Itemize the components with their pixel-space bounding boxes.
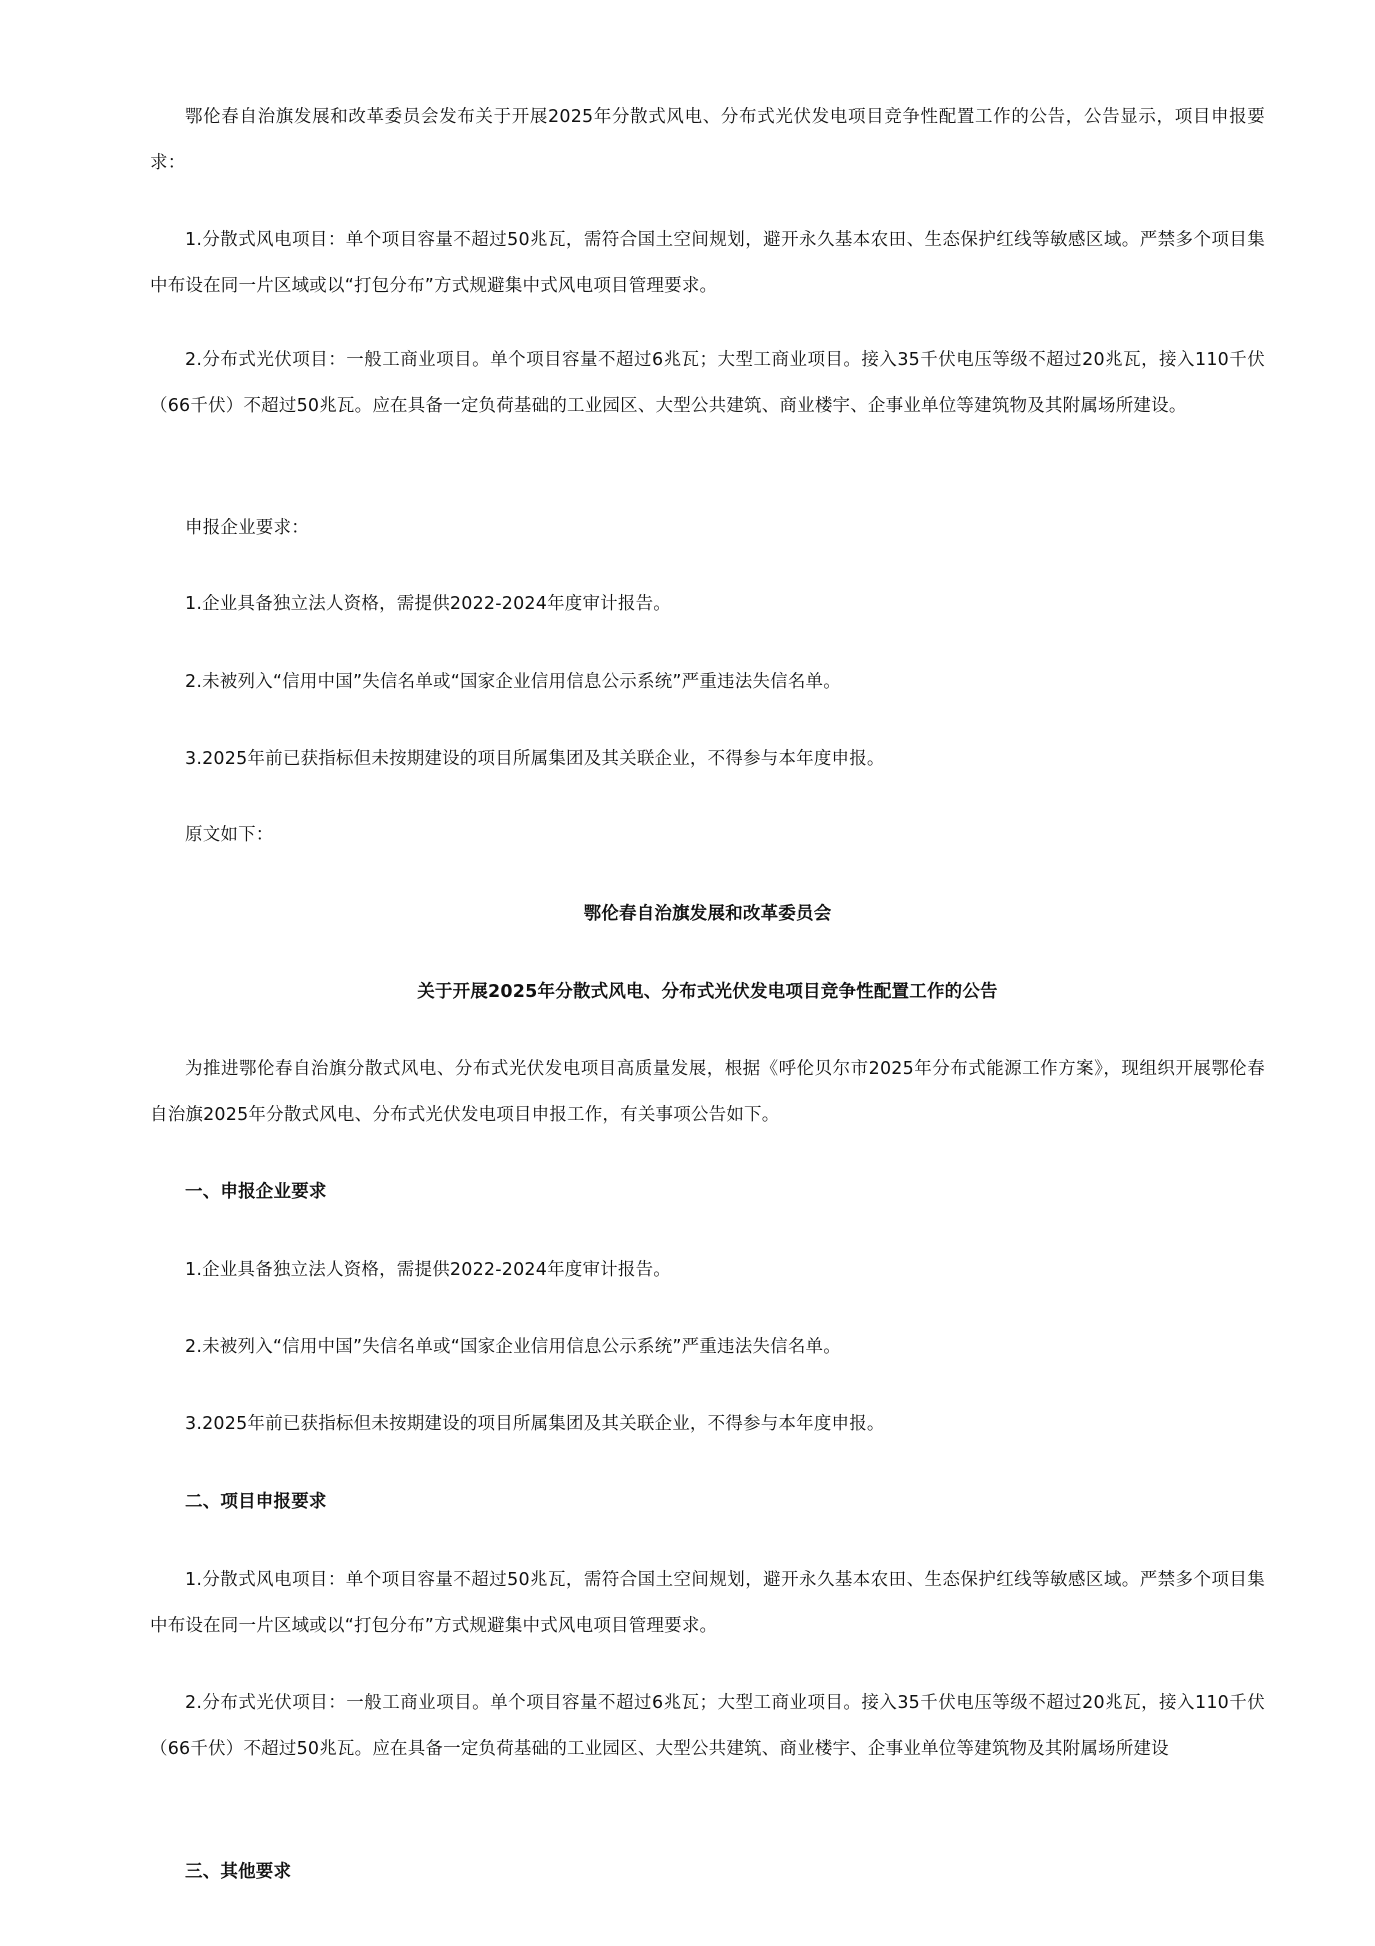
section-2-item-1: 1.分散式风电项目：单个项目容量不超过50兆瓦，需符合国土空间规划，避开永久基本农田、生态保护红线等敏感区域。严禁多个项目集中布设在同一片区域或以“打包分布”方式规避集中式风电项目管理要求。 xyxy=(150,1570,1265,1636)
summary-enterprise-item-1: 1.企业具备独立法人资格，需提供2022-2024年度审计报告。 xyxy=(185,594,671,614)
summary-enterprise-heading: 申报企业要求： xyxy=(185,518,309,538)
notice-intro-paragraph: 为推进鄂伦春自治旗分散式风电、分布式光伏发电项目高质量发展，根据《呼伦贝尔市2025年分布式能源工作方案》，现组织开展鄂伦春自治旗2025年分散式风电、分布式光伏发电项目申报工作，有关事项公告如下。 xyxy=(150,1059,1265,1125)
summary-enterprise-item-2: 2.未被列入“信用中国”失信名单或“国家企业信用信息公示系统”严重违法失信名单。 xyxy=(185,672,841,692)
summary-intro-paragraph: 鄂伦春自治旗发展和改革委员会发布关于开展2025年分散式风电、分布式光伏发电项目竞争性配置工作的公告，公告显示，项目申报要求： xyxy=(150,107,1265,173)
section-1-item-3: 3.2025年前已获指标但未按期建设的项目所属集团及其关联企业，不得参与本年度申报。 xyxy=(185,1414,885,1434)
org-title: 鄂伦春自治旗发展和改革委员会 xyxy=(583,904,832,924)
section-heading-project-requirements: 二、项目申报要求 xyxy=(185,1492,327,1512)
notice-title: 关于开展2025年分散式风电、分布式光伏发电项目竞争性配置工作的公告 xyxy=(417,982,998,1002)
section-1-item-2: 2.未被列入“信用中国”失信名单或“国家企业信用信息公示系统”严重违法失信名单。 xyxy=(185,1337,841,1357)
section-heading-other-requirements: 三、其他要求 xyxy=(185,1862,292,1882)
summary-project-item-2: 2.分布式光伏项目：一般工商业项目。单个项目容量不超过6兆瓦；大型工商业项目。接入35千伏电压等级不超过20兆瓦，接入110千伏（66千伏）不超过50兆瓦。应在具备一定负荷基础的工业园区、大型公共建筑、商业楼宇、企事业单位等建筑物及其附属场所建设。 xyxy=(150,350,1265,416)
summary-enterprise-item-3: 3.2025年前已获指标但未按期建设的项目所属集团及其关联企业，不得参与本年度申报。 xyxy=(185,749,885,769)
section-2-item-2: 2.分布式光伏项目：一般工商业项目。单个项目容量不超过6兆瓦；大型工商业项目。接入35千伏电压等级不超过20兆瓦，接入110千伏（66千伏）不超过50兆瓦。应在具备一定负荷基础的工业园区、大型公共建筑、商业楼宇、企事业单位等建筑物及其附属场所建设 xyxy=(150,1693,1265,1759)
summary-project-item-1: 1.分散式风电项目：单个项目容量不超过50兆瓦，需符合国土空间规划，避开永久基本农田、生态保护红线等敏感区域。严禁多个项目集中布设在同一片区域或以“打包分布”方式规避集中式风电项目管理要求。 xyxy=(150,230,1265,296)
section-heading-enterprise-requirements: 一、申报企业要求 xyxy=(185,1182,327,1202)
section-1-item-1: 1.企业具备独立法人资格，需提供2022-2024年度审计报告。 xyxy=(185,1260,671,1280)
original-text-label: 原文如下： xyxy=(185,825,274,845)
